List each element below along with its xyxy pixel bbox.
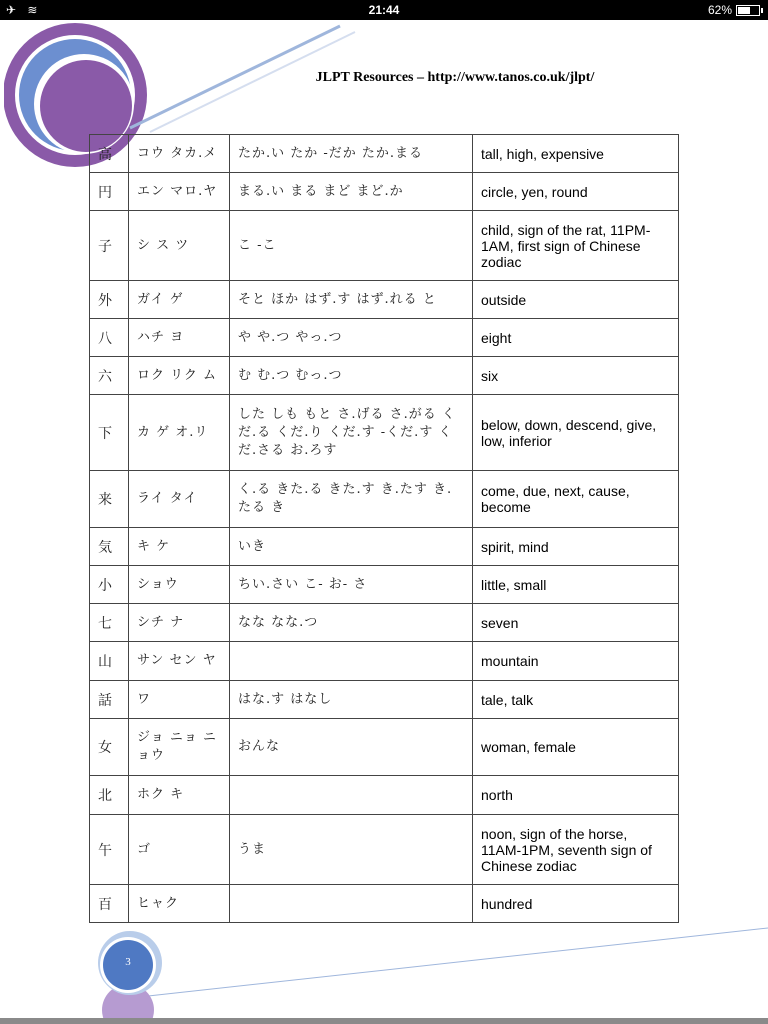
kanji-cell: 女 (90, 719, 129, 776)
onyomi-cell: ホク キ (129, 776, 230, 815)
table-row (90, 719, 679, 776)
meaning-cell: tall, high, expensive (473, 135, 679, 173)
kanji-cell: 午 (90, 815, 129, 885)
page-number: 3 (125, 956, 131, 968)
document-page (0, 20, 768, 1018)
status-bar (0, 0, 768, 20)
onyomi-cell: エン マロ.ヤ (129, 173, 230, 211)
table-row (90, 776, 679, 815)
kanji-cell: 話 (90, 681, 129, 719)
onyomi-cell: ロク リク ム (129, 357, 230, 395)
table-row (90, 319, 679, 357)
meaning-cell: woman, female (473, 719, 679, 776)
table-row (90, 642, 679, 681)
onyomi-cell: ジョ ニョ ニョウ (129, 719, 230, 776)
kunyomi-cell: いき (230, 528, 473, 566)
kanji-cell: 山 (90, 642, 129, 681)
onyomi-cell: サン セン ヤ (129, 642, 230, 681)
kunyomi-cell (230, 776, 473, 815)
table-row (90, 471, 679, 528)
page-header-title: JLPT Resources – http://www.tanos.co.uk/jlpt/ (315, 70, 595, 85)
battery-percent: 62% (707, 3, 732, 17)
kunyomi-cell: まる.い まる まど まど.か (230, 173, 473, 211)
table-row (90, 604, 679, 642)
table-row (90, 135, 679, 173)
kunyomi-cell (230, 885, 473, 923)
onyomi-cell: ヒャク (129, 885, 230, 923)
kunyomi-cell: はな.す はなし (230, 681, 473, 719)
kanji-table (89, 134, 679, 923)
kunyomi-cell: く.る きた.る きた.す き.たす き.たる き (230, 471, 473, 528)
table-row (90, 211, 679, 281)
kanji-cell: 外 (90, 281, 129, 319)
meaning-cell: circle, yen, round (473, 173, 679, 211)
kunyomi-cell: そと ほか はず.す はず.れる と (230, 281, 473, 319)
kanji-cell: 北 (90, 776, 129, 815)
table-row (90, 566, 679, 604)
battery-icon (736, 5, 760, 16)
table-row (90, 357, 679, 395)
meaning-cell: below, down, descend, give, low, inferior (473, 395, 679, 471)
meaning-cell: north (473, 776, 679, 815)
table-row (90, 528, 679, 566)
kanji-cell: 気 (90, 528, 129, 566)
meaning-cell: come, due, next, cause, become (473, 471, 679, 528)
onyomi-cell: カ ゲ オ.リ (129, 395, 230, 471)
onyomi-cell: キ ケ (129, 528, 230, 566)
meaning-cell: mountain (473, 642, 679, 681)
kunyomi-cell: こ -こ (230, 211, 473, 281)
kanji-cell: 小 (90, 566, 129, 604)
battery-level (738, 7, 750, 14)
airplane-wifi-icons: ✈ ≋ (6, 3, 42, 17)
onyomi-cell: ハチ ヨ (129, 319, 230, 357)
onyomi-cell: ゴ (129, 815, 230, 885)
kunyomi-cell: なな なな.つ (230, 604, 473, 642)
kanji-cell: 下 (90, 395, 129, 471)
kanji-cell: 七 (90, 604, 129, 642)
kanji-cell: 来 (90, 471, 129, 528)
meaning-cell: little, small (473, 566, 679, 604)
kanji-cell: 八 (90, 319, 129, 357)
kunyomi-cell: した しも もと さ.げる さ.がる くだ.る くだ.り くだ.す -くだ.す くだ.さる お.ろす (230, 395, 473, 471)
meaning-cell: noon, sign of the horse, 11AM-1PM, seventh sign of Chinese zodiac (473, 815, 679, 885)
kanji-cell: 百 (90, 885, 129, 923)
meaning-cell: eight (473, 319, 679, 357)
onyomi-cell: ワ (129, 681, 230, 719)
meaning-cell: child, sign of the rat, 11PM-1AM, first sign of Chinese zodiac (473, 211, 679, 281)
meaning-cell: seven (473, 604, 679, 642)
onyomi-cell: ショウ (129, 566, 230, 604)
table-row (90, 681, 679, 719)
onyomi-cell: シチ ナ (129, 604, 230, 642)
onyomi-cell: ライ タイ (129, 471, 230, 528)
kanji-cell: 高 (90, 135, 129, 173)
kunyomi-cell: ちい.さい こ- お- さ (230, 566, 473, 604)
table-row (90, 173, 679, 211)
meaning-cell: tale, talk (473, 681, 679, 719)
kanji-cell: 六 (90, 357, 129, 395)
bottom-edge (0, 1018, 768, 1024)
table-row (90, 281, 679, 319)
kunyomi-cell (230, 642, 473, 681)
kanji-cell: 円 (90, 173, 129, 211)
battery-status (708, 3, 760, 17)
kunyomi-cell: む む.つ むっ.つ (230, 357, 473, 395)
clock: 21:44 (368, 3, 400, 17)
meaning-cell: spirit, mind (473, 528, 679, 566)
meaning-cell: outside (473, 281, 679, 319)
table-row (90, 395, 679, 471)
meaning-cell: six (473, 357, 679, 395)
kunyomi-cell: おんな (230, 719, 473, 776)
onyomi-cell: シ ス ツ (129, 211, 230, 281)
table-row (90, 815, 679, 885)
kunyomi-cell: たか.い たか -だか たか.まる (230, 135, 473, 173)
kunyomi-cell: うま (230, 815, 473, 885)
meaning-cell: hundred (473, 885, 679, 923)
table-row (90, 885, 679, 923)
kanji-cell: 子 (90, 211, 129, 281)
onyomi-cell: ガイ ゲ (129, 281, 230, 319)
onyomi-cell: コウ タカ.メ (129, 135, 230, 173)
kunyomi-cell: や や.つ やっ.つ (230, 319, 473, 357)
